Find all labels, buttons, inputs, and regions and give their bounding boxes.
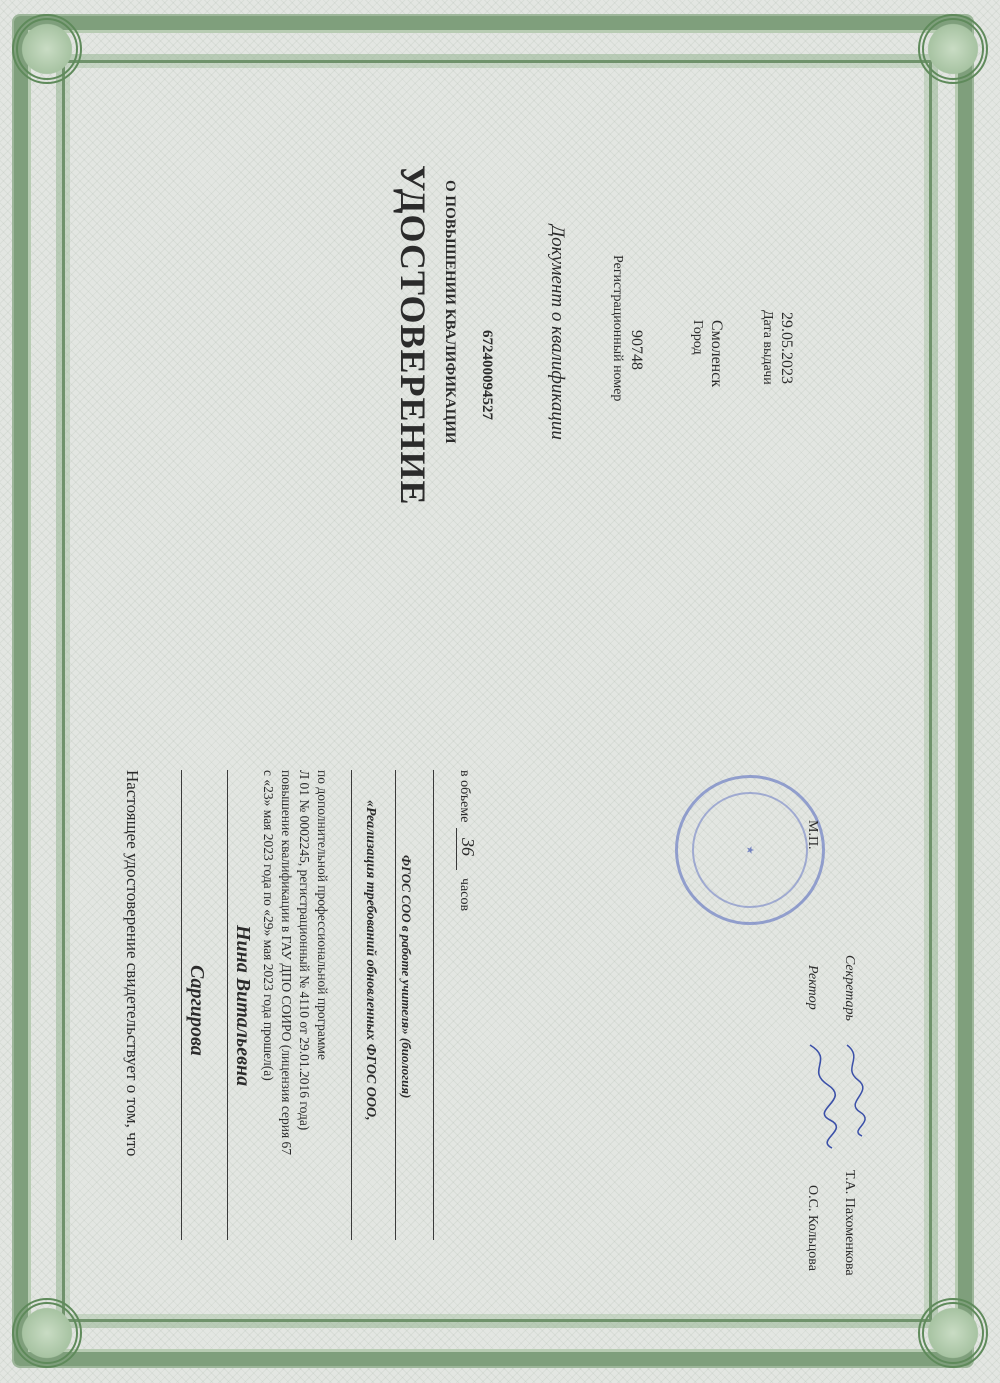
reg-number: 90748 (628, 330, 645, 370)
rector-signature-icon (800, 1040, 840, 1150)
volume-hours: 36 (458, 838, 478, 856)
reg-number-label: Регистрационный номер (610, 255, 625, 402)
program-title-2: ФГОС СОО в работе учителя» (биология) (399, 855, 414, 1099)
rector-name: О.С. Кольцова (805, 1185, 820, 1271)
program-title-1: «Реализация требований обновленных ФГОС ООО, (363, 800, 378, 1121)
surname-underline (181, 770, 182, 1240)
body-line-3: Л 01 № 0002245, регистрационный № 4110 от 29.01.2016 года) (297, 770, 312, 1131)
city-label: Город (690, 320, 705, 355)
secretary-signature-icon (837, 1040, 872, 1140)
document-subtitle: О ПОВЫШЕНИИ КВАЛИФИКАЦИИ (442, 180, 458, 444)
program-underline-mid (395, 770, 396, 1240)
program-underline-top (351, 770, 352, 1240)
issue-date: 29.05.2023 (778, 312, 795, 384)
mp-label: М.П. (805, 820, 820, 850)
body-line-4: по дополнительной профессиональной программе (315, 770, 330, 1060)
volume-suffix: часов (457, 878, 472, 912)
recipient-surname: Саргирова (186, 965, 208, 1056)
name-underline (227, 770, 228, 1240)
document-type: Документ о квалификации (547, 225, 568, 440)
city: Смоленск (708, 320, 725, 388)
rector-label: Ректор (805, 965, 820, 1010)
document-title: УДОСТОВЕРЕНИЕ (393, 165, 433, 506)
secretary-name: Т.А. Пахоменкова (842, 1170, 857, 1276)
issue-date-label: Дата выдачи (760, 310, 775, 385)
body-line-2: повышение квалификации в ГАУ ДПО СОИРО (лицензия серия 67 (279, 770, 294, 1156)
official-seal-icon: ★ (675, 775, 825, 925)
program-underline-bottom (433, 770, 434, 1240)
volume-prefix: в объеме (457, 770, 472, 823)
intro-text: Настоящее удостоверение свидетельствует о том, что (123, 770, 142, 1157)
document-number: 672400094527 (479, 330, 495, 420)
body-line-1: с «23» мая 2023 года по «29» мая 2023 года прошел(а) (261, 770, 276, 1081)
volume-underline (456, 828, 457, 870)
recipient-name: Нина Витальевна (232, 925, 254, 1087)
secretary-label: Секретарь (842, 955, 857, 1021)
